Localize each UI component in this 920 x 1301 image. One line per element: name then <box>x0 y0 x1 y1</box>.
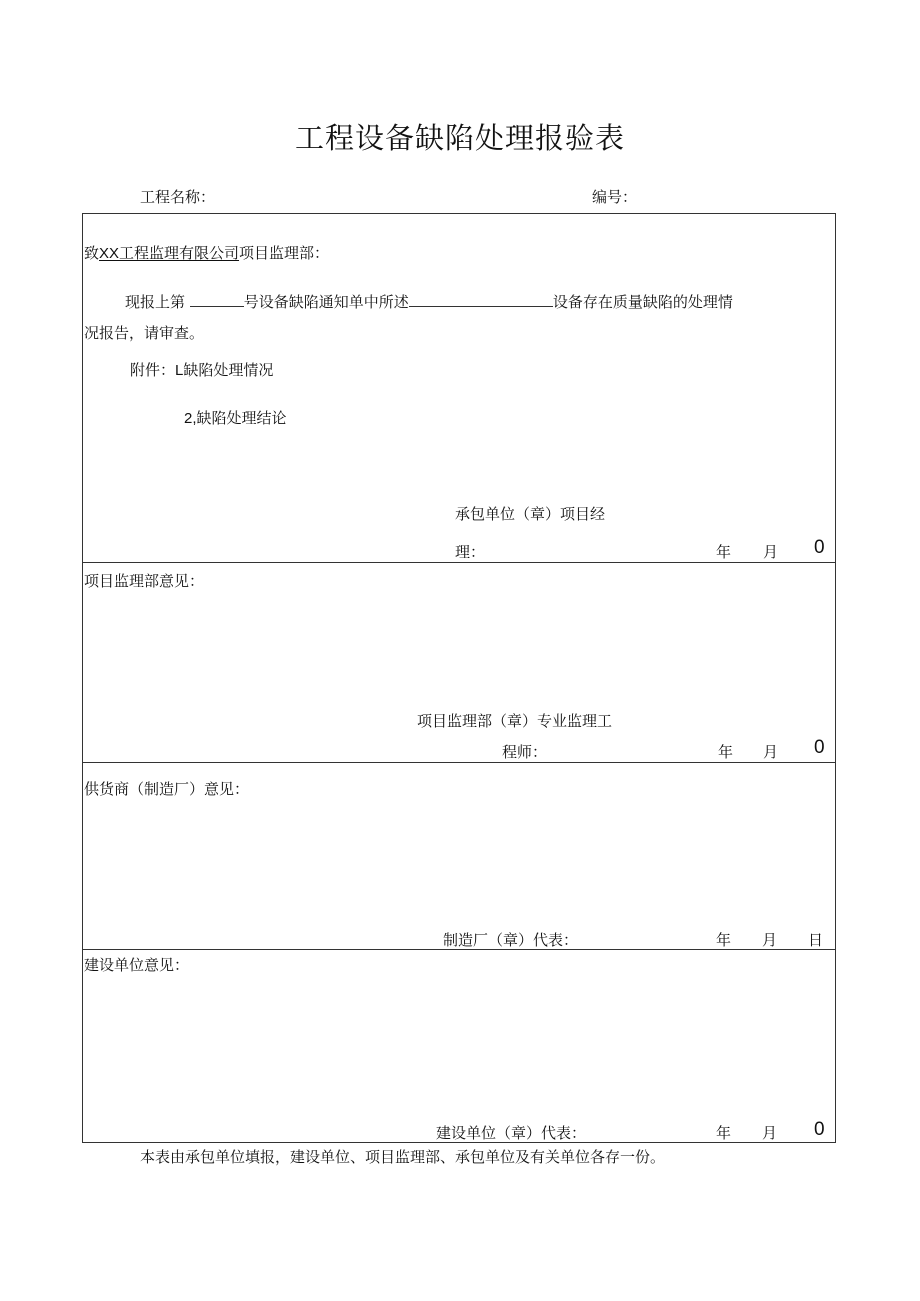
date-year-label: 年 <box>716 543 732 561</box>
date-month-label: 月 <box>762 1124 778 1142</box>
date-month-label: 月 <box>762 931 778 949</box>
attachment-label: 附件： <box>130 361 176 379</box>
document-title: 工程设备缺陷处理报验表 <box>294 121 625 155</box>
project-name-label: 工程名称： <box>140 188 216 206</box>
row-divider <box>83 562 835 563</box>
date-month-label: 月 <box>763 543 779 561</box>
date-month-label: 月 <box>763 743 779 761</box>
report-text-1: 现报上第 <box>125 293 186 311</box>
attachment-item-2: 2,缺陷处理结论 <box>184 410 287 427</box>
notice-number-field[interactable] <box>190 292 244 307</box>
report-text-2: 号设备缺陷通知单中所述 <box>243 293 409 311</box>
report-line-2: 况报告，请审查。 <box>84 324 205 342</box>
equipment-name-field[interactable] <box>409 292 553 307</box>
manufacturer-signer: 制造厂（章）代表： <box>443 931 579 949</box>
footer-note: 本表由承包单位填报，建设单位、项目监理部、承包单位及有关单位各存一份。 <box>140 1148 666 1166</box>
addressee-prefix: 致 <box>84 244 100 262</box>
date-day-label: 0 <box>814 1119 825 1140</box>
attachment-item-1: L缺陷处理情况 <box>175 362 274 379</box>
report-text-3: 设备存在质量缺陷的处理情 <box>552 293 733 311</box>
supervision-company: XX工程监理有限公司 <box>99 245 240 262</box>
supervision-signer-line-1: 项目监理部（章）专业监理工 <box>417 712 613 730</box>
contractor-signer-line-1: 承包单位（章）项目经 <box>455 505 606 523</box>
supervision-signer-line-2: 程师： <box>502 743 548 761</box>
addressee-line <box>84 242 329 263</box>
supplier-opinion-heading: 供货商（制造厂）意见： <box>84 780 250 798</box>
row-divider <box>83 762 835 763</box>
attachment-line-1 <box>130 359 273 380</box>
date-day-label: 日 <box>808 931 824 949</box>
date-year-label: 年 <box>716 1124 732 1142</box>
date-day-label: 0 <box>814 537 825 558</box>
owner-opinion-heading: 建设单位意见： <box>84 956 190 974</box>
supervision-opinion-heading: 项目监理部意见： <box>84 572 205 590</box>
form-table <box>82 213 836 1143</box>
date-year-label: 年 <box>718 743 734 761</box>
owner-signer: 建设单位（章）代表： <box>436 1124 587 1142</box>
contractor-signer-line-2: 理： <box>455 543 486 561</box>
report-line <box>125 291 733 312</box>
addressee-suffix: 项目监理部： <box>239 244 330 262</box>
number-label: 编号： <box>592 188 638 206</box>
date-year-label: 年 <box>716 931 732 949</box>
date-day-label: 0 <box>814 737 825 758</box>
